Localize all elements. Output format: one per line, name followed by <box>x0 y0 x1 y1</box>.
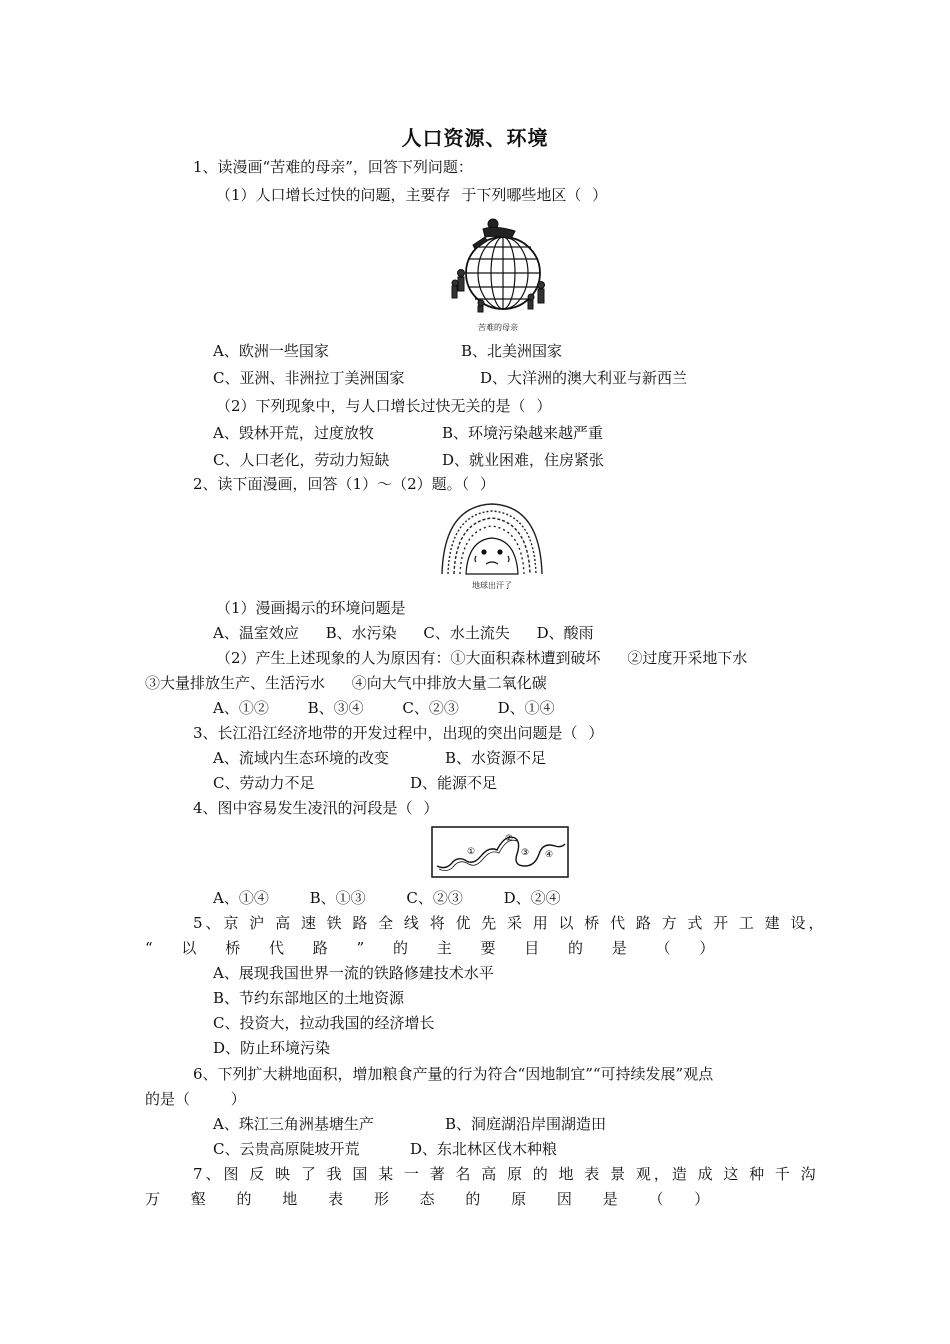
q5-option-a: A、展现我国世界一流的铁路修建技术水平 <box>213 964 494 982</box>
q6-option-c: C、云贵高原陡坡开荒 <box>213 1140 360 1158</box>
q2-sub2-line2: ③大量排放生产、生活污水 ④向大气中排放大量二氧化碳 <box>145 674 547 692</box>
q6-option-b: B、洞庭湖沿岸围湖造田 <box>445 1115 607 1133</box>
marker-4: ④ <box>545 850 554 860</box>
q1-sub1: （1）人口增长过快的问题，主要存 于下列哪些地区（ ） <box>216 186 608 204</box>
q7-line1: 7、图 反 映 了 我 国 某 一 著 名 高 原 的 地 表 景 观，造 成 这 种 千 沟 <box>193 1165 819 1183</box>
q5-option-b: B、节约东部地区的土地资源 <box>213 989 405 1007</box>
sweating-earth-cartoon <box>436 500 548 578</box>
q2-sub2-options: A、①② B、③④ C、②③ D、①④ <box>213 699 555 717</box>
marker-2: ② <box>505 834 514 844</box>
q2-sub2-line1: （2）产生上述现象的人为原因有：①大面积森林遭到破坏 ②过度开采地下水 <box>216 649 748 667</box>
marker-3: ③ <box>521 848 530 858</box>
q6-option-d: D、东北林区伐木种粮 <box>410 1140 558 1158</box>
q1-sub1-option-a: A、欧洲一些国家 <box>213 342 329 360</box>
q3-option-c: C、劳动力不足 <box>213 774 315 792</box>
q5-option-c: C、投资大，拉动我国的经济增长 <box>213 1014 435 1032</box>
q7-line2: 万 壑 的 地 表 形 态 的 原 因 是 （ ） <box>145 1190 713 1208</box>
q6-line1: 6、下列扩大耕地面积，增加粮食产量的行为符合“因地制宜”“可持续发展”观点 <box>193 1065 714 1083</box>
marker-1: ① <box>467 847 476 857</box>
q1-figure-caption: 苦难的母亲 <box>478 323 518 332</box>
q1-sub1-option-d: D、大洋洲的澳大利亚与新西兰 <box>480 369 688 387</box>
q6-option-a: A、珠江三角洲基塘生产 <box>213 1115 374 1133</box>
q2-figure-caption: 地球出汗了 <box>472 581 512 590</box>
q1-stem: 1、读漫画“苦难的母亲”，回答下列问题： <box>193 158 473 176</box>
q2-stem: 2、读下面漫画，回答（1）～（2）题。（ ） <box>193 475 495 493</box>
q3-stem: 3、长江沿江经济地带的开发过程中，出现的突出问题是（ ） <box>193 724 604 742</box>
q6-line2: 的是（ ） <box>145 1090 246 1108</box>
q3-option-a: A、流域内生态环境的改变 <box>213 749 389 767</box>
q1-sub1-option-b: B、北美洲国家 <box>461 342 563 360</box>
q4-options: A、①④ B、①③ C、②③ D、②④ <box>213 889 561 907</box>
q5-option-d: D、防止环境污染 <box>213 1039 331 1057</box>
q2-sub1-options: A、温室效应 B、水污染 C、水土流失 D、酸雨 <box>213 624 594 642</box>
q3-option-b: B、水资源不足 <box>445 749 547 767</box>
q1-sub2-option-b: B、环境污染越来越严重 <box>442 424 604 442</box>
q1-sub2-option-a: A、毁林开荒，过度放牧 <box>213 424 374 442</box>
q1-sub1-option-c: C、亚洲、非洲拉丁美洲国家 <box>213 369 405 387</box>
q2-sub1: （1）漫画揭示的环境问题是 <box>216 599 406 617</box>
q5-line2: “ 以 桥 代 路 ” 的 主 要 目 的 是 （ ） <box>145 939 718 957</box>
q1-sub2-option-c: C、人口老化，劳动力短缺 <box>213 451 390 469</box>
q1-sub2-option-d: D、就业困难，住房紧张 <box>442 451 605 469</box>
q3-option-d: D、能源不足 <box>410 774 498 792</box>
mother-figure <box>473 219 515 249</box>
river-map <box>431 826 569 878</box>
suffering-mother-cartoon <box>445 215 555 320</box>
q4-stem: 4、图中容易发生凌汛的河段是（ ） <box>193 799 439 817</box>
q5-line1: 5、京 沪 高 速 铁 路 全 线 将 优 先 采 用 以 桥 代 路 方 式 开 工 建 设， <box>193 914 827 932</box>
earth-face-illustration <box>466 538 518 574</box>
page-title: 人口资源、环境 <box>401 126 549 150</box>
q1-sub2: （2）下列现象中，与人口增长过快无关的是（ ） <box>216 397 552 415</box>
